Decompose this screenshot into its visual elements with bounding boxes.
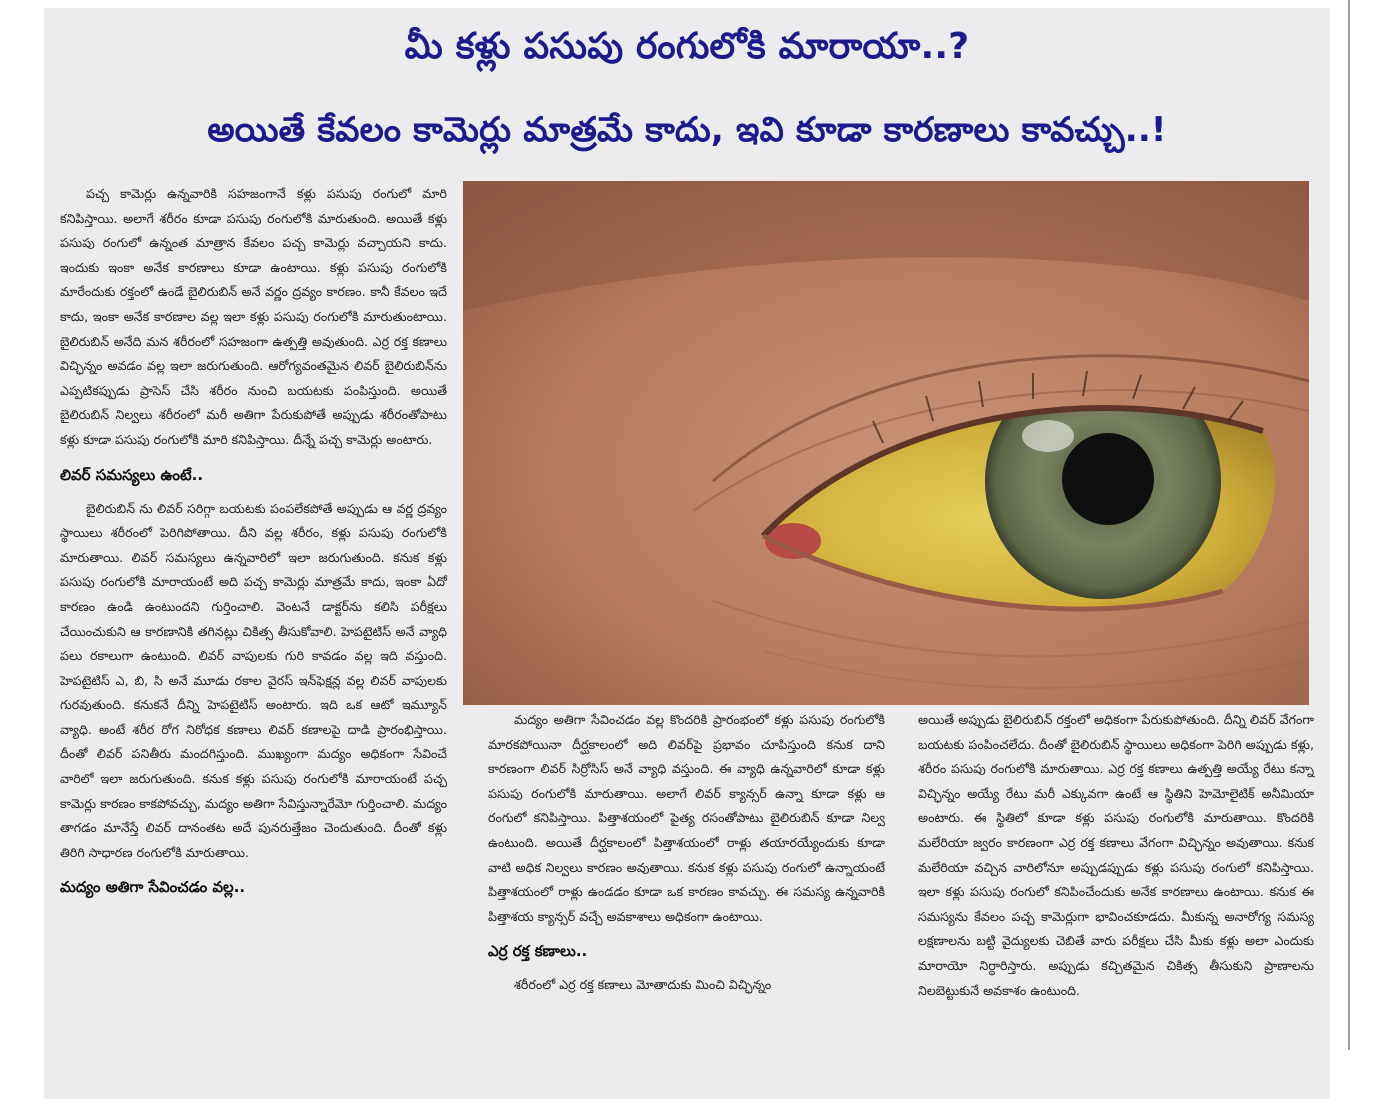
page-edge-rule bbox=[1348, 0, 1350, 1050]
subheading-red-blood-cells: ఎర్ర రక్త కణాలు.. bbox=[488, 942, 588, 961]
article-column-1 bbox=[60, 182, 447, 909]
subheading-liver: లివర్ సమస్యలు ఉంటే.. bbox=[60, 465, 204, 484]
yellow-eye-photo bbox=[463, 181, 1309, 705]
conclusion-paragraph: అయితే అప్పుడు బైలిరుబిన్ రక్తంలో అధికంగా పేరుకుపోతుంది. దీన్ని లివర్ వేగంగా బయటకు పంపించలేదు. దీంతో బైలిరుబిన్ స్థాయిలు అధికంగా పెరిగి అప్పుడు కళ్లు, శరీరం పసుపు రంగులోకి మారుతాయి. ఎర్ర రక్త కణాలు ఉత్పత్తి అయ్యే రేటు కన్నా విచ్ఛిన్నం అయ్యే రేటు మరీ ఎక్కువగా ఉంటే ఆ స్థితిని హెమోలైటిక్ అనీమియా అంటారు. ఈ స్థితిలో కూడా కళ్లు పసుపు రంగులోకి మారుతాయి. కొందరికి మలేరియా జ్వరం కారణంగా ఎర్ర రక్త కణాలు వేగంగా విచ్ఛిన్నం అవుతాయి. కనుక మలేరియా వచ్చిన వారిలోనూ అప్పుడప్పుడు కళ్లు పసుపు రంగులో కనిపిస్తాయి. ఇలా కళ్లు పసుపు రంగులో కనిపించేందుకు అనేక కారణాలు ఉంటాయి. కనుక ఈ సమస్యను కేవలం పచ్చ కామెర్లుగా భావించకూడదు. మీకున్న అనారోగ్య సమస్య లక్షణాలను బట్టి వైద్యులకు చెబితే వారు పరీక్షలు చేసి మీకు కళ్లు అలా ఎందుకు మారాయో నిర్ధారిస్తారు. అప్పుడు కచ్చితమైన చికిత్స తీసుకుని ప్రాణాలను నిలబెట్టుకునే అవకాశం ఉంటుంది. bbox=[918, 712, 1314, 998]
intro-paragraph: పచ్చ కామెర్లు ఉన్నవారికి సహజంగానే కళ్లు పసుపు రంగులో మారి కనిపిస్తాయి. అలాగే శరీరం కూడా పసుపు రంగులోకి మారుతుంది. అయితే కళ్లు పసుపు రంగులో ఉన్నంత మాత్రాన కేవలం పచ్చ కామెర్లు వచ్చాయని కాదు. ఇందుకు ఇంకా అనేక కారణాలు కూడా ఉంటాయి. కళ్లు పసుపు రంగులోకి మారేందుకు రక్తంలో ఉండే బైలిరుబిన్ అనే వర్ణం ద్రవ్యం కారణం. కానీ కేవలం ఇదే కాదు, ఇంకా అనేక కారణాల వల్ల ఇలా కళ్లు పసుపు రంగులోకి మారుతుంటాయి. బైలిరుబిన్ అనేది మన శరీరంలో సహజంగా ఉత్పత్తి అవుతుంది. ఎర్ర రక్త కణాలు విచ్ఛిన్నం అవడం వల్ల ఇలా జరుగుతుంది. ఆరోగ్యవంతమైన లివర్ బైలిరుబిన్‌ను ఎప్పటికప్పుడు ప్రాసెస్ చేసి శరీరం నుంచి బయటకు పంపిస్తుంది. అయితే బైలిరుబిన్ నిల్వలు శరీరంలో మరీ అతిగా పేరుకుపోతే అప్పుడు శరీరంతోపాటు కళ్లు కూడా పసుపు రంగులోకి మారి కనిపిస్తాయి. దీన్నే పచ్చ కామెర్లు అంటారు. bbox=[60, 186, 447, 447]
article-column-2 bbox=[488, 708, 885, 998]
red-blood-cells-paragraph: శరీరంలో ఎర్ర రక్త కణాలు మోతాదుకు మించి విచ్ఛిన్నం bbox=[514, 977, 772, 993]
liver-paragraph: బైలిరుబిన్ ను లివర్ సరిగ్గా బయటకు పంపలేకపోతే అప్పుడు ఆ వర్ణ ద్రవ్యం స్థాయిలు శరీరంలో పెరిగిపోతాయి. దీని వల్ల శరీరం, కళ్లు పసుపు రంగులోకి మారుతాయి. లివర్ సమస్యలు ఉన్నవారిలో ఇలా జరుగుతుంది. కనుక కళ్లు పసుపు రంగులోకి మారాయంటే అది పచ్చ కామెర్లు మాత్రమే కాదు, ఇంకా ఏదో కారణం ఉండి ఉంటుందని గుర్తించాలి. వెంటనే డాక్టర్‌ను కలిసి పరీక్షలు చేయించుకుని ఆ కారణానికి తగినట్లు చికిత్స తీసుకోవాలి. హెపటైటిస్ అనే వ్యాధి పలు రకాలుగా ఉంటుంది. లివర్ వాపులకు గురి కావడం వల్ల ఇది వస్తుంది. హెపటైటిస్ ఎ, బి, సి అనే మూడు రకాల వైరస్ ఇన్‌ఫెక్షన్ల వల్ల లివర్ వాపులకు గురవుతుంది. కనుకనే దీన్ని హెపటైటిస్ అంటారు. ఇది ఒక ఆటో ఇమ్యూన్ వ్యాధి. అంటే శరీర రోగ నిరోధక కణాలు లివర్ కణాలపై దాడి ప్రారంభిస్తాయి. దీంతో లివర్ పనితీరు మందగిస్తుంది. ముఖ్యంగా మద్యం అధికంగా సేవించే వారిలో ఇలా జరుగుతుంది. కనుక కళ్లు పసుపు రంగులోకి మారాయంటే పచ్చ కామెర్లు కారణం కాకపోవచ్చు, మద్యం అతిగా సేవిస్తున్నారేమో గుర్తించాలి. మద్యం తాగడం మానేస్తే లివర్ దానంతట అదే పునరుత్తేజం చెందుతుంది. దీంతో కళ్లు తిరిగి సాధారణ రంగులోకి మారుతాయి. bbox=[60, 500, 447, 860]
article-column-3 bbox=[918, 708, 1314, 1003]
alcohol-paragraph: మద్యం అతిగా సేవించడం వల్ల కొందరికి ప్రారంభంలో కళ్లు పసుపు రంగులోకి మారకపోయినా దీర్ఘకాలంలో అది లివర్‌పై ప్రభావం చూపిస్తుంది కనుక దాని కారణంగా లివర్ సిర్రోసిస్ అనే వ్యాధి వస్తుంది. ఈ వ్యాధి ఉన్నవారిలో కూడా కళ్లు పసుపు రంగులోకి మారుతాయి. అలాగే లివర్ క్యాన్సర్ ఉన్నా కూడా కళ్లు ఆ రంగులో కనిపిస్తాయి. పిత్తాశయంలో పైత్య రసంతోపాటు బైలిరుబిన్ కూడా నిల్వ ఉంటుంది. అయితే దీర్ఘకాలంలో పిత్తాశయంలో రాళ్లు తయారయ్యేందుకు కూడా వాటి అధిక నిల్వలు కారణం అవుతాయి. కనుక కళ్లు పసుపు రంగులో ఉన్నాయంటే పిత్తాశయంలో రాళ్లు ఉండడం కూడా ఒక కారణం కావచ్చు. ఈ సమస్య ఉన్నవారికి పిత్తాశయ క్యాన్సర్ వచ్చే అవకాశాలు అధికంగా ఉంటాయి. bbox=[488, 712, 885, 924]
headline-line-1: మీ కళ్లు పసుపు రంగులోకి మారాయా..? bbox=[404, 26, 970, 67]
subheading-alcohol: మద్యం అతిగా సేవించడం వల్ల.. bbox=[60, 878, 246, 897]
headline-line-2: అయితే కేవలం కామెర్లు మాత్రమే కాదు, ఇవి కూడా కారణాలు కావచ్చు..! bbox=[207, 110, 1167, 150]
